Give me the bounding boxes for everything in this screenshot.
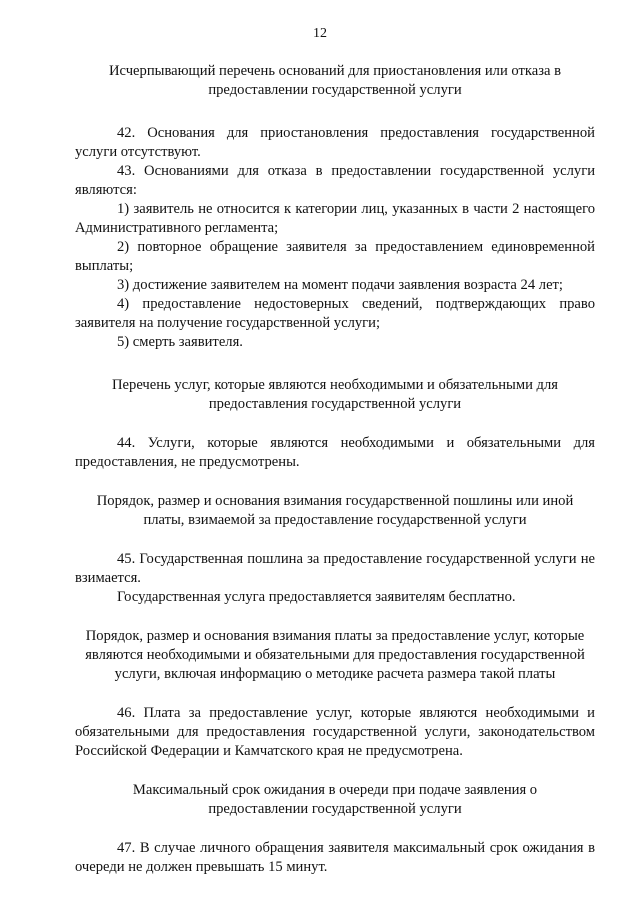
section-heading: Максимальный срок ожидания в очереди при подаче заявления о предоставлении государственной услуги	[132, 782, 538, 817]
paragraph: 44. Услуги, которые являются необходимыми и обязательными для предоставления, не предусмотрены.	[75, 435, 595, 470]
paragraph: 46. Плата за предоставление услуг, которые являются необходимыми и обязательными для предоставления государственной услуги, законодательством Российской Федерации и Камчатского края не предусмотрена.	[75, 705, 595, 759]
document-body	[75, 62, 595, 877]
page-number: 12	[313, 26, 327, 41]
paragraph: 45. Государственная пошлина за предоставление государственной услуги не взимается.	[75, 551, 595, 586]
list-item: 3) достижение заявителем на момент подачи заявления возраста 24 лет;	[117, 277, 563, 293]
section-heading: Порядок, размер и основания взимания государственной пошлины или иной платы, взимаемой за предоставление государственной услуги	[96, 493, 574, 528]
section-heading: Исчерпывающий перечень оснований для приостановления или отказа в предоставлении государственной услуги	[108, 63, 562, 98]
paragraph: 43. Основаниями для отказа в предоставлении государственной услуги являются:	[75, 163, 595, 198]
section-heading: Перечень услуг, которые являются необходимыми и обязательными для предоставления государственной услуги	[112, 377, 558, 412]
section-heading: Порядок, размер и основания взимания платы за предоставление услуг, которые являются необходимыми и обязательными для предоставления государственной услуги, включая информацию о методике расчета размера такой платы	[85, 628, 585, 682]
paragraph: 47. В случае личного обращения заявителя максимальный срок ожидания в очереди не должен превышать 15 минут.	[75, 840, 595, 875]
list-item: 5) смерть заявителя.	[117, 334, 243, 350]
paragraph: 42. Основания для приостановления предоставления государственной услуги отсутствуют.	[75, 125, 595, 160]
list-item: 1) заявитель не относится к категории лиц, указанных в части 2 настоящего Административного регламента;	[75, 201, 595, 236]
list-item: 2) повторное обращение заявителя за предоставлением единовременной выплаты;	[75, 239, 595, 274]
paragraph: Государственная услуга предоставляется заявителям бесплатно.	[117, 589, 516, 605]
list-item: 4) предоставление недостоверных сведений, подтверждающих право заявителя на получение государственной услуги;	[75, 296, 595, 331]
